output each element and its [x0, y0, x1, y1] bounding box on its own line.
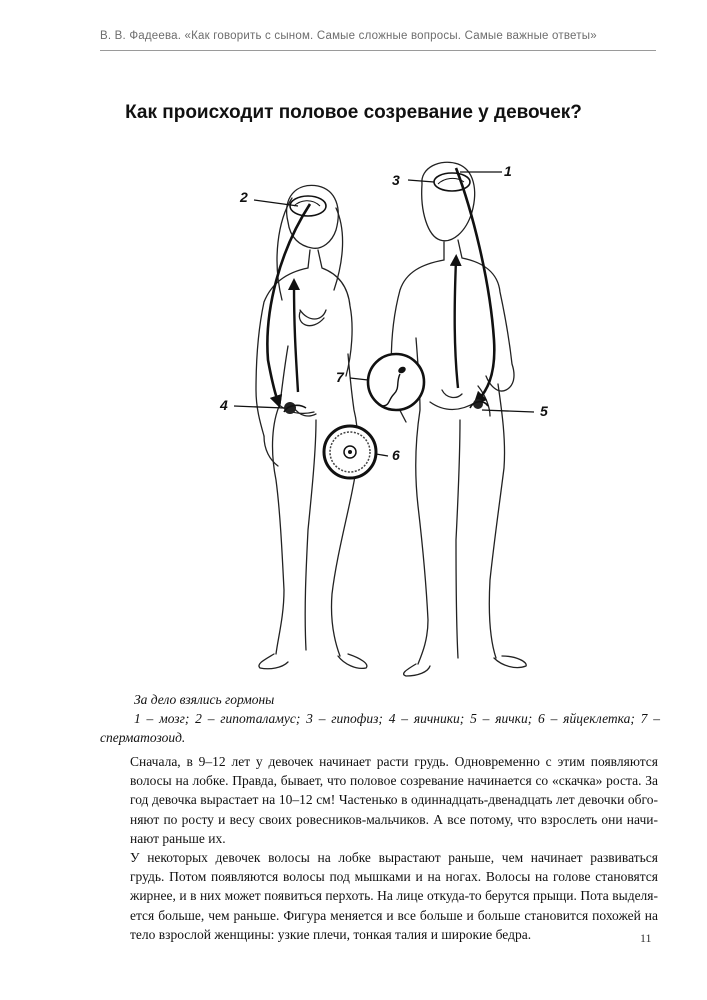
egg-cell-illustration: [324, 426, 376, 478]
figure-label-7: 7: [336, 369, 344, 385]
paragraph-line: У некоторых девочек волосы на лобке вырастают раньше, чем начинает развиваться: [130, 850, 658, 866]
sperm-cell-illustration: [368, 354, 424, 410]
figure-label-5: 5: [540, 403, 548, 419]
paragraph: [100, 848, 658, 944]
running-header: В. В. Фадеева. «Как говорить с сыном. Самые сложные вопросы. Самые важные ответы»: [100, 30, 597, 42]
illustration-figures: [160, 150, 600, 680]
figure-label-4: 4: [220, 397, 228, 413]
paragraph-line: тело взрослой женщины: узкие плечи, тонкая талия и широкие бедра.: [130, 926, 532, 942]
figure-label-2: 2: [240, 189, 248, 205]
figure-label-1: 1: [504, 163, 512, 179]
paragraph-line: ется больше, чем раньше. Фигура меняется и все больше и больше становится похожей на: [130, 907, 658, 923]
paragraph-line: год девочка вырастает на 10–12 см! Частенько в одиннадцать-двенадцать лет девочки обго-: [130, 792, 658, 808]
figure-label-6: 6: [392, 447, 400, 463]
caption-legend-line-1: 1 – мозг; 2 – гипоталамус; 3 – гипофиз; 4 – яичники; 5 – яички; 6 – яйцеклетка; 7 –: [134, 711, 660, 726]
caption-heading: За дело взялись гормоны: [134, 692, 275, 707]
figure-label-3: 3: [392, 172, 400, 188]
header-rule: [100, 50, 656, 51]
paragraph-line: грудь. Потом появляются волосы под мышками и на ногах. Волосы на голове становятся: [130, 869, 658, 885]
paragraph-line: Сначала, в 9–12 лет у девочек начинает расти грудь. Одновременно с этим появляются: [130, 754, 658, 769]
paragraph: [100, 752, 658, 848]
caption-legend-line-2: сперматозоид.: [100, 730, 186, 745]
page-number: 11: [640, 931, 652, 945]
paragraph-line: няют по росту и весу своих ровесников-мальчиков. А все потому, что взрослеть они начи-: [130, 811, 658, 827]
paragraph-line: жирнее, и в них может появиться перхоть. На лице откуда-то берутся прыщи. Пота выделя-: [130, 888, 658, 904]
paragraph-line: волосы на лобке. Правда, бывает, что половое созревание начинается со «скачка» роста. За: [130, 773, 658, 789]
paragraph-line: нают раньше их.: [130, 830, 226, 846]
page-title: Как происходит половое созревание у девочек?: [125, 102, 582, 123]
male-figure: [391, 162, 526, 676]
figure-caption: [100, 690, 660, 747]
body-text: [100, 752, 658, 944]
